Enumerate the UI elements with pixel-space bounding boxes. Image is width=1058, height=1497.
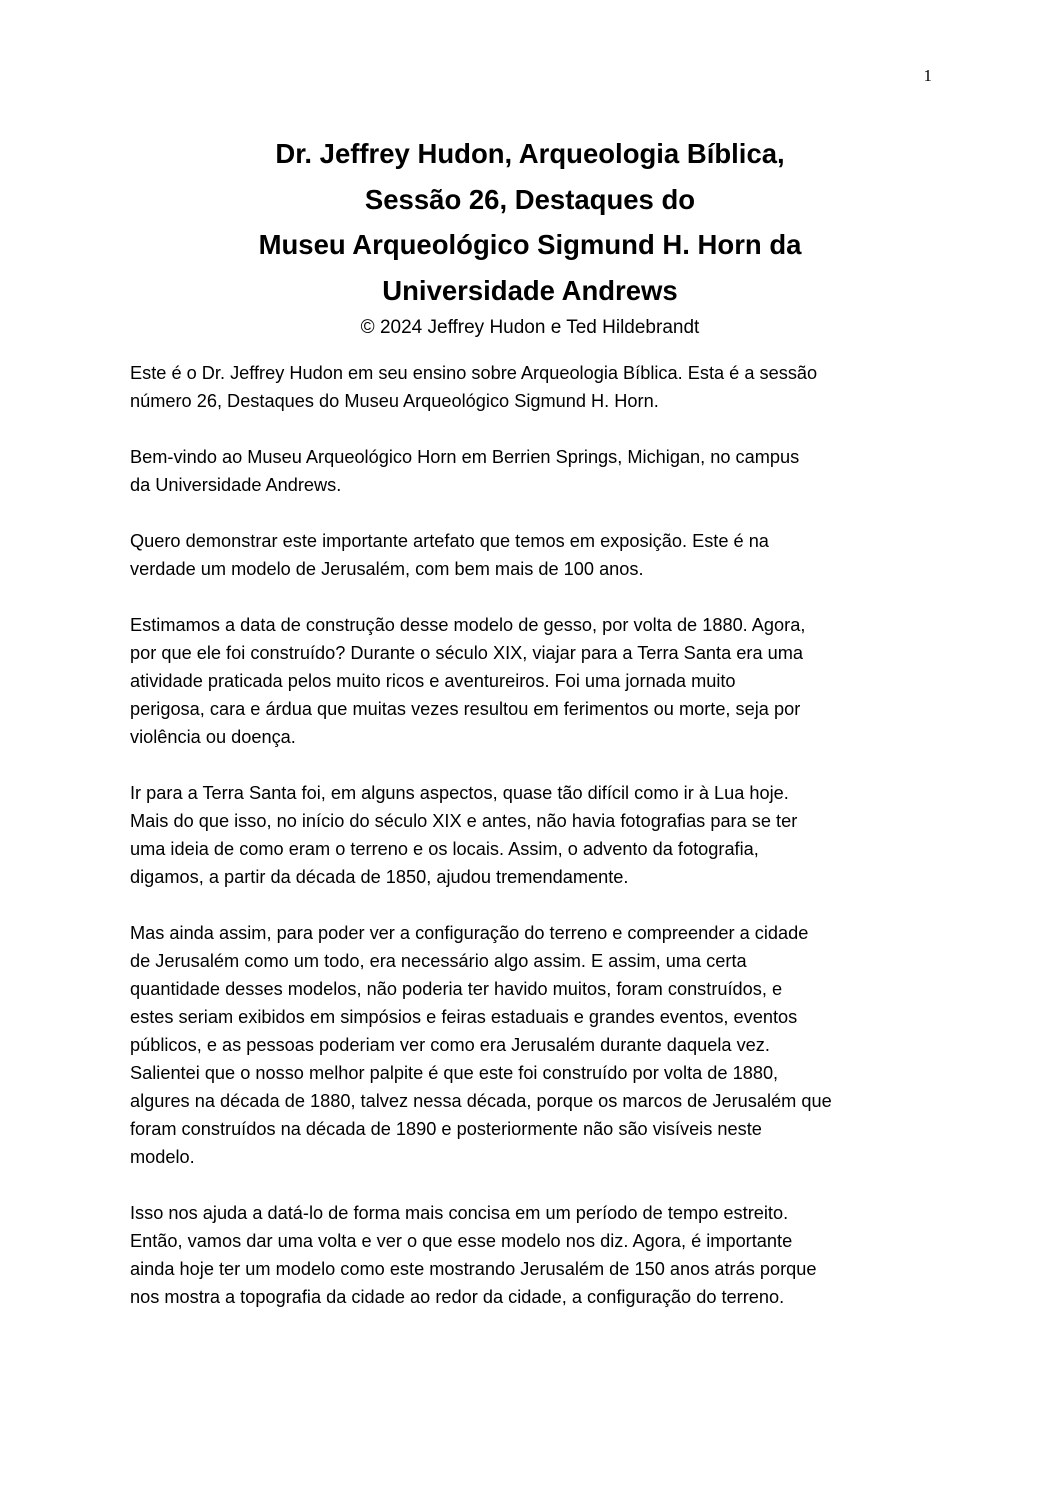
text-line: digamos, a partir da década de 1850, ajudou tremendamente. xyxy=(130,867,629,887)
text-line: modelo. xyxy=(130,1147,195,1167)
text-line: públicos, e as pessoas poderiam ver como era Jerusalém durante daquela vez. xyxy=(130,1035,770,1055)
text-line: Este é o Dr. Jeffrey Hudon em seu ensino sobre Arqueologia Bíblica. Esta é a sessão xyxy=(130,363,818,383)
title-line: Museu Arqueológico Sigmund H. Horn da xyxy=(258,229,802,260)
paragraph xyxy=(130,443,930,499)
copyright-notice: © 2024 Jeffrey Hudon e Ted Hildebrandt xyxy=(360,317,700,338)
page-number: 1 xyxy=(923,66,932,85)
paragraph xyxy=(130,779,930,891)
text-line: da Universidade Andrews. xyxy=(130,475,342,495)
text-line: número 26, Destaques do Museu Arqueológico Sigmund H. Horn. xyxy=(130,391,659,411)
title-line: Universidade Andrews xyxy=(382,274,678,306)
body-text xyxy=(130,359,930,1339)
text-line: ainda hoje ter um modelo como este mostrando Jerusalém de 150 anos atrás porque xyxy=(130,1259,817,1279)
text-line: Estimamos a data de construção desse modelo de gesso, por volta de 1880. Agora, xyxy=(130,615,806,635)
text-line: uma ideia de como eram o terreno e os locais. Assim, o advento da fotografia, xyxy=(130,839,759,859)
text-line: foram construídos na década de 1890 e posteriormente não são visíveis neste xyxy=(130,1119,762,1139)
text-line: nos mostra a topografia da cidade ao redor da cidade, a configuração do terreno. xyxy=(130,1287,785,1307)
text-line: Isso nos ajuda a datá-lo de forma mais concisa em um período de tempo estreito. xyxy=(130,1203,789,1223)
title-line: Dr. Jeffrey Hudon, Arqueologia Bíblica, xyxy=(275,138,785,169)
text-line: Então, vamos dar uma volta e ver o que esse modelo nos diz. Agora, é importante xyxy=(130,1231,793,1251)
paragraph xyxy=(130,359,930,415)
text-line: quantidade desses modelos, não poderia ter havido muitos, foram construídos, e xyxy=(130,979,783,999)
text-line: Mas ainda assim, para poder ver a configuração do terreno e compreender a cidade xyxy=(130,923,809,943)
text-line: Ir para a Terra Santa foi, em alguns aspectos, quase tão difícil como ir à Lua hoje. xyxy=(130,783,789,803)
text-line: Bem-vindo ao Museu Arqueológico Horn em Berrien Springs, Michigan, no campus xyxy=(130,447,800,467)
text-line: de Jerusalém como um todo, era necessário algo assim. E assim, uma certa xyxy=(130,951,747,971)
text-line: violência ou doença. xyxy=(130,727,296,747)
text-line: estes seriam exibidos em simpósios e feiras estaduais e grandes eventos, eventos xyxy=(130,1007,798,1027)
paragraph xyxy=(130,611,930,751)
paragraph xyxy=(130,527,930,583)
paragraph xyxy=(130,919,930,1171)
paragraph xyxy=(130,1199,930,1311)
text-line: Quero demonstrar este importante artefato que temos em exposição. Este é na xyxy=(130,531,769,551)
text-line: algures na década de 1880, talvez nessa década, porque os marcos de Jerusalém que xyxy=(130,1091,832,1111)
text-line: verdade um modelo de Jerusalém, com bem mais de 100 anos. xyxy=(130,559,644,579)
text-line: perigosa, cara e árdua que muitas vezes resultou em ferimentos ou morte, seja por xyxy=(130,699,801,719)
text-line: atividade praticada pelos muito ricos e aventureiros. Foi uma jornada muito xyxy=(130,671,736,691)
text-line: Salientei que o nosso melhor palpite é que este foi construído por volta de 1880, xyxy=(130,1063,779,1083)
title-block xyxy=(130,131,930,342)
text-line: Mais do que isso, no início do século XIX e antes, não havia fotografias para se ter xyxy=(130,811,798,831)
text-line: por que ele foi construído? Durante o século XIX, viajar para a Terra Santa era uma xyxy=(130,643,803,663)
title-line: Sessão 26, Destaques do xyxy=(364,183,696,215)
